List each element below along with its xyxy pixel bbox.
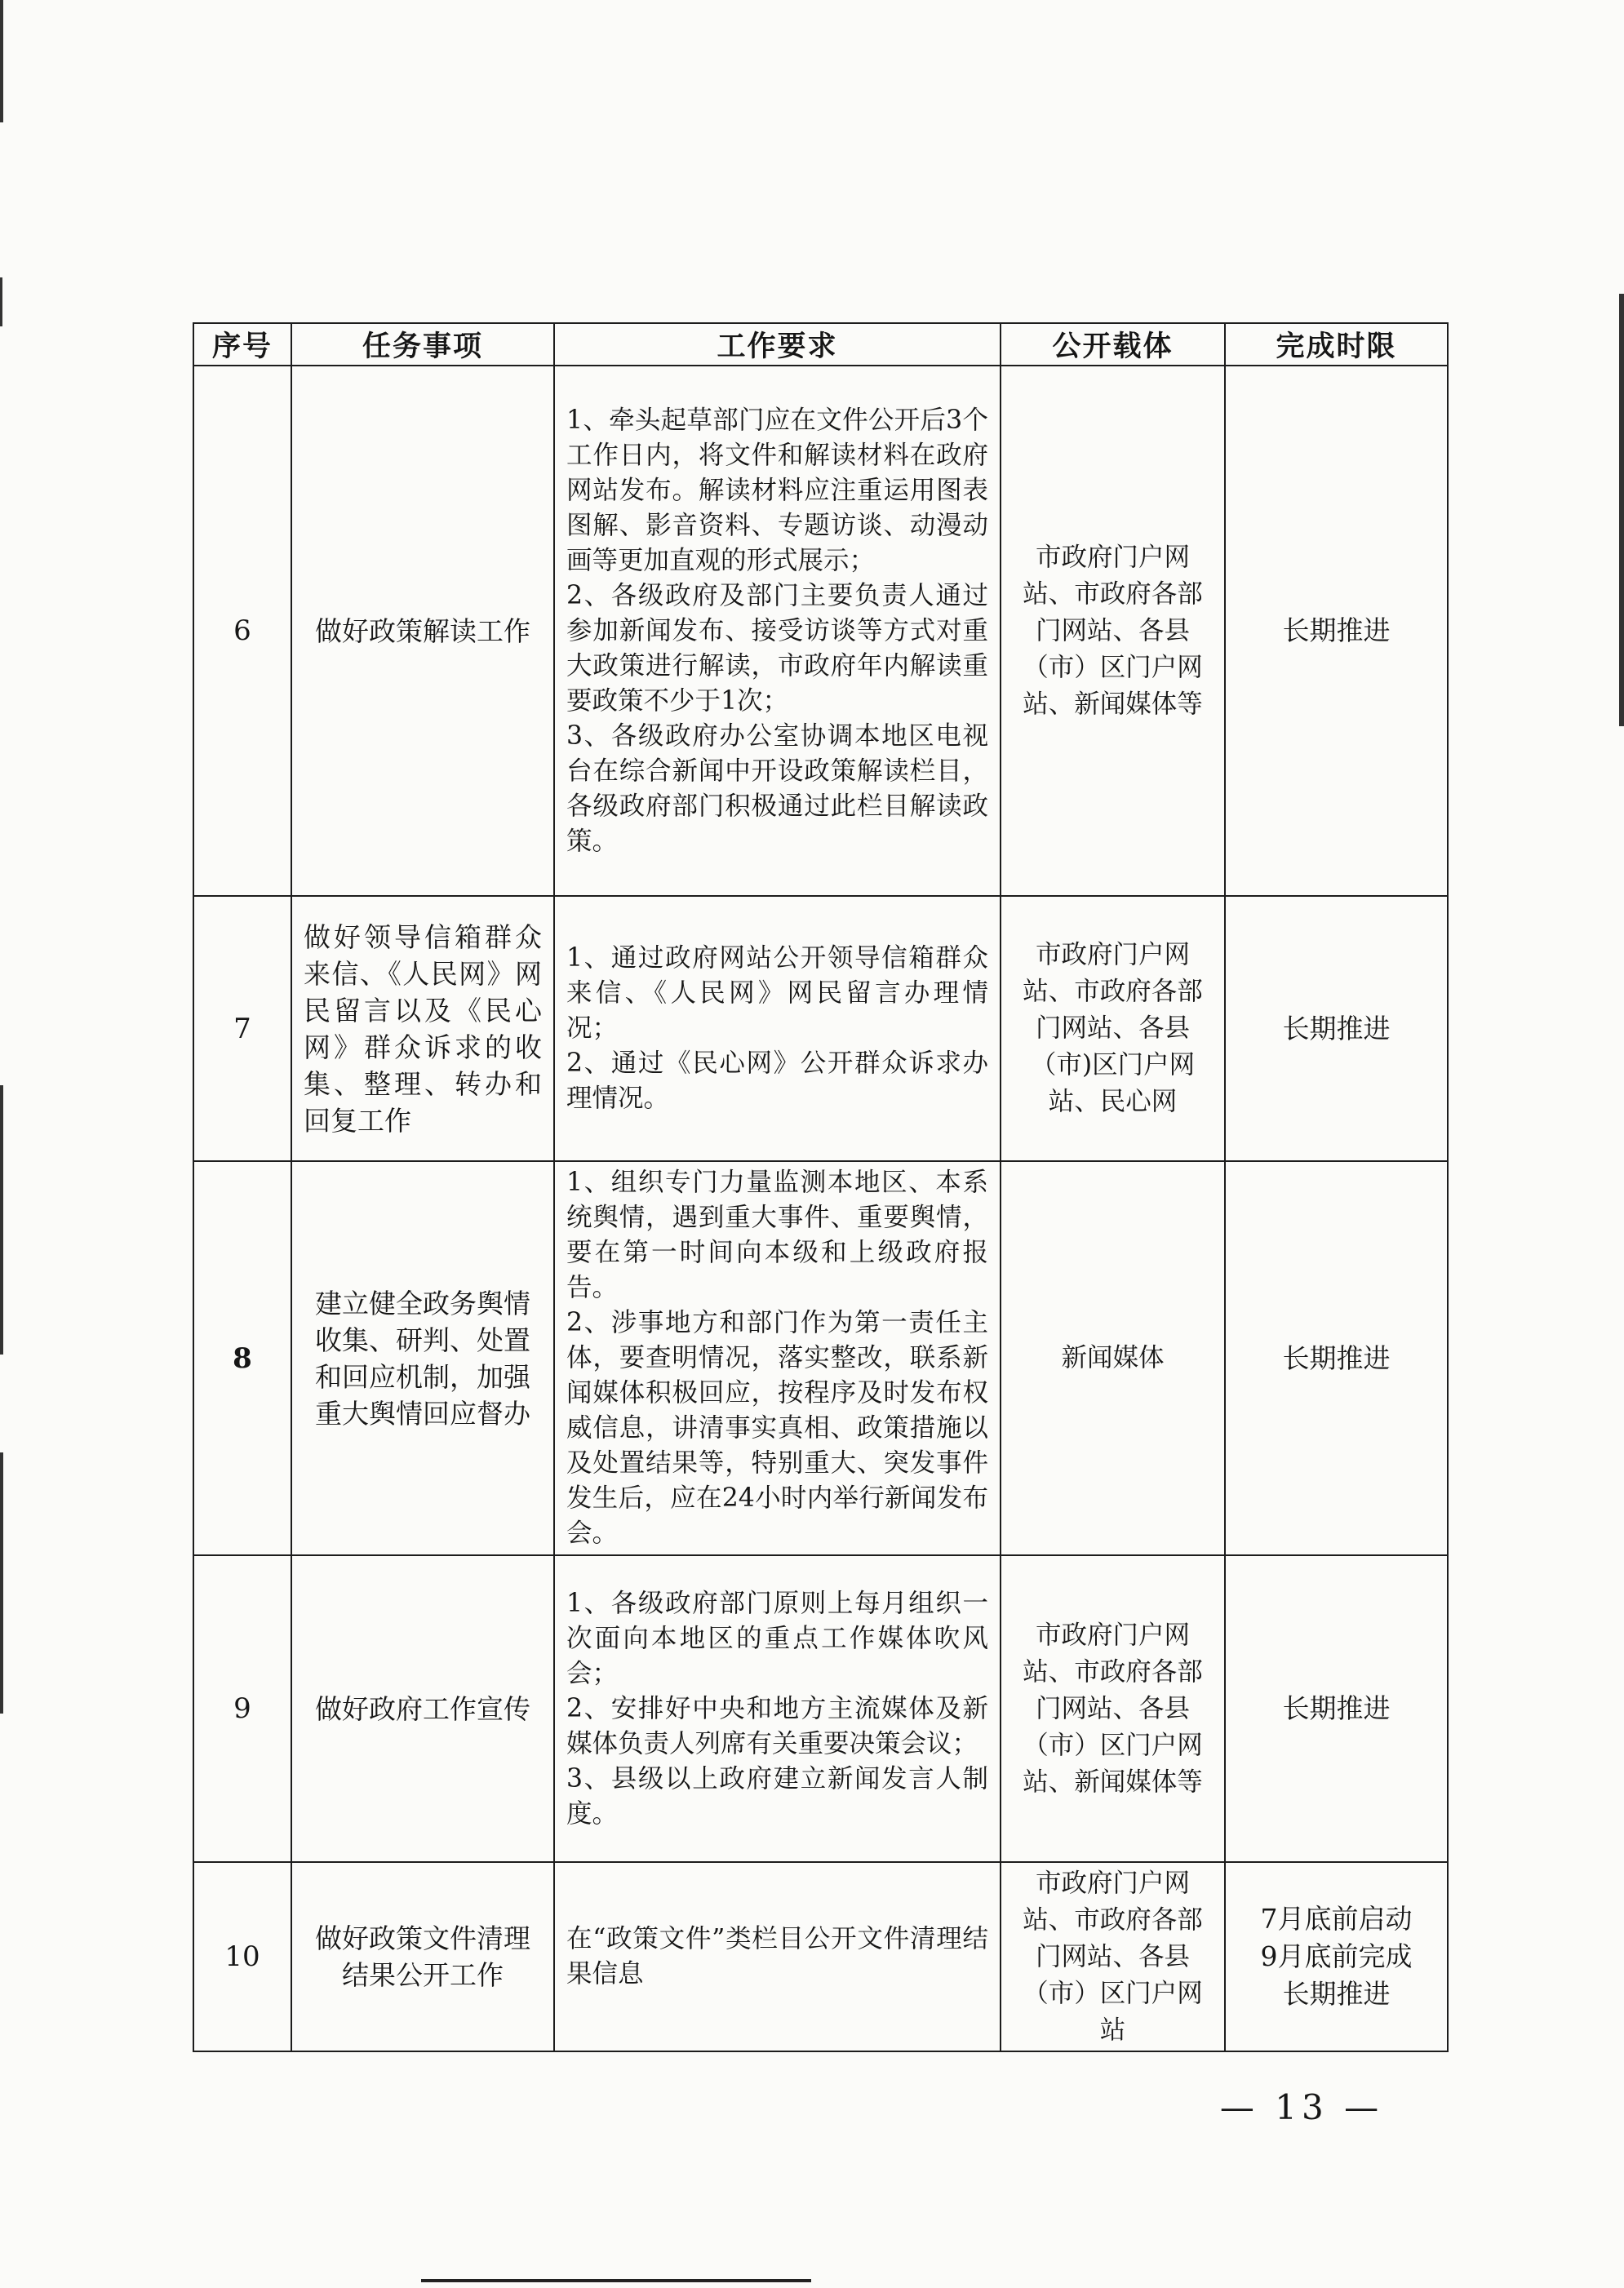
- row-media: 市政府门户网站、市政府各部门网站、各县（市）区门户网站、新闻媒体等: [1001, 366, 1225, 896]
- deadline-item: 长期推进: [1282, 1978, 1391, 2010]
- requirement-item: 1、组织专门力量监测本地区、本系统舆情，遇到重大事件、重要舆情，要在第一时间向本级和上级政府报告。: [566, 1168, 988, 1302]
- table-row: [193, 1555, 1448, 1862]
- row-media: 市政府门户网站、市政府各部门网站、各县（市)区门户网站、民心网: [1001, 896, 1225, 1161]
- task-table: [193, 322, 1449, 2052]
- table-row: [193, 366, 1448, 896]
- row-requirements: [554, 896, 1001, 1161]
- row-task: 做好领导信箱群众来信、《人民网》网民留言以及《民心网》群众诉求的收集、整理、转办和回复工作: [291, 896, 554, 1161]
- table-row: [193, 1862, 1448, 2051]
- header-deadline: 完成时限: [1225, 323, 1448, 366]
- row-deadline: [1225, 1161, 1448, 1555]
- table-row: [193, 1161, 1448, 1555]
- header-work-requirements: 工作要求: [554, 323, 1001, 366]
- row-media: 市政府门户网站、市政府各部门网站、各县（市）区门户网站、新闻媒体等: [1001, 1555, 1225, 1862]
- table-header-row: [193, 323, 1448, 366]
- requirement-item: 2、安排好中央和地方主流媒体及新媒体负责人列席有关重要决策会议；: [566, 1693, 988, 1758]
- requirement-item: 3、县级以上政府建立新闻发言人制度。: [566, 1763, 988, 1829]
- deadline-item: 9月底前完成: [1260, 1940, 1413, 1972]
- row-task: 做好政策文件清理结果公开工作: [291, 1862, 554, 2051]
- row-deadline: [1225, 1555, 1448, 1862]
- row-number: 6: [193, 366, 291, 896]
- row-number: 10: [193, 1862, 291, 2051]
- deadline-item: 长期推进: [1282, 1012, 1391, 1044]
- row-task: 做好政策解读工作: [291, 366, 554, 896]
- deadline-item: 7月底前启动: [1260, 1903, 1413, 1935]
- row-requirements: [554, 1161, 1001, 1555]
- scan-edge-mark: [0, 277, 2, 326]
- footer-rule: [421, 2279, 811, 2282]
- requirement-item: 2、通过《民心网》公开群众诉求办理情况。: [566, 1049, 988, 1113]
- row-deadline: [1225, 1862, 1448, 2051]
- deadline-item: 长期推进: [1282, 1341, 1391, 1374]
- requirement-item: 2、涉事地方和部门作为第一责任主体，要查明情况，落实整改，联系新闻媒体积极回应，按程序及时发布权威信息，讲清事实真相、政策措施以及处置结果等，特别重大、突发事件发生后，应在24小时内举行新闻发布会。: [566, 1308, 988, 1548]
- header-publication-channel: 公开载体: [1001, 323, 1225, 366]
- scan-edge-mark: [0, 0, 3, 122]
- header-task-item: 任务事项: [291, 323, 554, 366]
- requirement-item: 在“政策文件”类栏目公开文件清理结果信息: [566, 1924, 988, 1989]
- row-number: 7: [193, 896, 291, 1161]
- requirement-item: 1、通过政府网站公开领导信箱群众来信、《人民网》网民留言办理情况；: [566, 943, 988, 1043]
- requirement-item: 1、牵头起草部门应在文件公开后3个工作日内，将文件和解读材料在政府网站发布。解读材料应注重运用图表图解、影音资料、专题访谈、动漫动画等更加直观的形式展示；: [566, 405, 988, 575]
- row-requirements: [554, 366, 1001, 896]
- page-number: — 13 —: [1219, 2087, 1384, 2127]
- row-number: 9: [193, 1555, 291, 1862]
- requirement-item: 2、各级政府及部门主要负责人通过参加新闻发布、接受访谈等方式对重大政策进行解读，市政府年内解读重要政策不少于1次；: [566, 580, 988, 716]
- requirement-item: 3、各级政府办公室协调本地区电视台在综合新闻中开设政策解读栏目，各级政府部门积极通过此栏目解读政策。: [566, 721, 988, 856]
- scan-edge-mark: [1619, 294, 1624, 726]
- deadline-item: 长期推进: [1282, 614, 1391, 646]
- table-row: [193, 896, 1448, 1161]
- row-deadline: [1225, 366, 1448, 896]
- row-media: 市政府门户网站、市政府各部门网站、各县（市）区门户网站: [1001, 1862, 1225, 2051]
- row-task: 建立健全政务舆情收集、研判、处置和回应机制，加强重大舆情回应督办: [291, 1161, 554, 1555]
- deadline-item: 长期推进: [1282, 1692, 1391, 1724]
- row-number: 8: [193, 1161, 291, 1555]
- row-media: 新闻媒体: [1001, 1161, 1225, 1555]
- row-requirements: [554, 1555, 1001, 1862]
- scan-edge-mark: [0, 1452, 3, 1714]
- row-task: 做好政府工作宣传: [291, 1555, 554, 1862]
- header-serial-number: 序号: [193, 323, 291, 366]
- scan-edge-mark: [0, 1085, 3, 1355]
- row-requirements: [554, 1862, 1001, 2051]
- requirement-item: 1、各级政府部门原则上每月组织一次面向本地区的重点工作媒体吹风会；: [566, 1588, 988, 1688]
- row-deadline: [1225, 896, 1448, 1161]
